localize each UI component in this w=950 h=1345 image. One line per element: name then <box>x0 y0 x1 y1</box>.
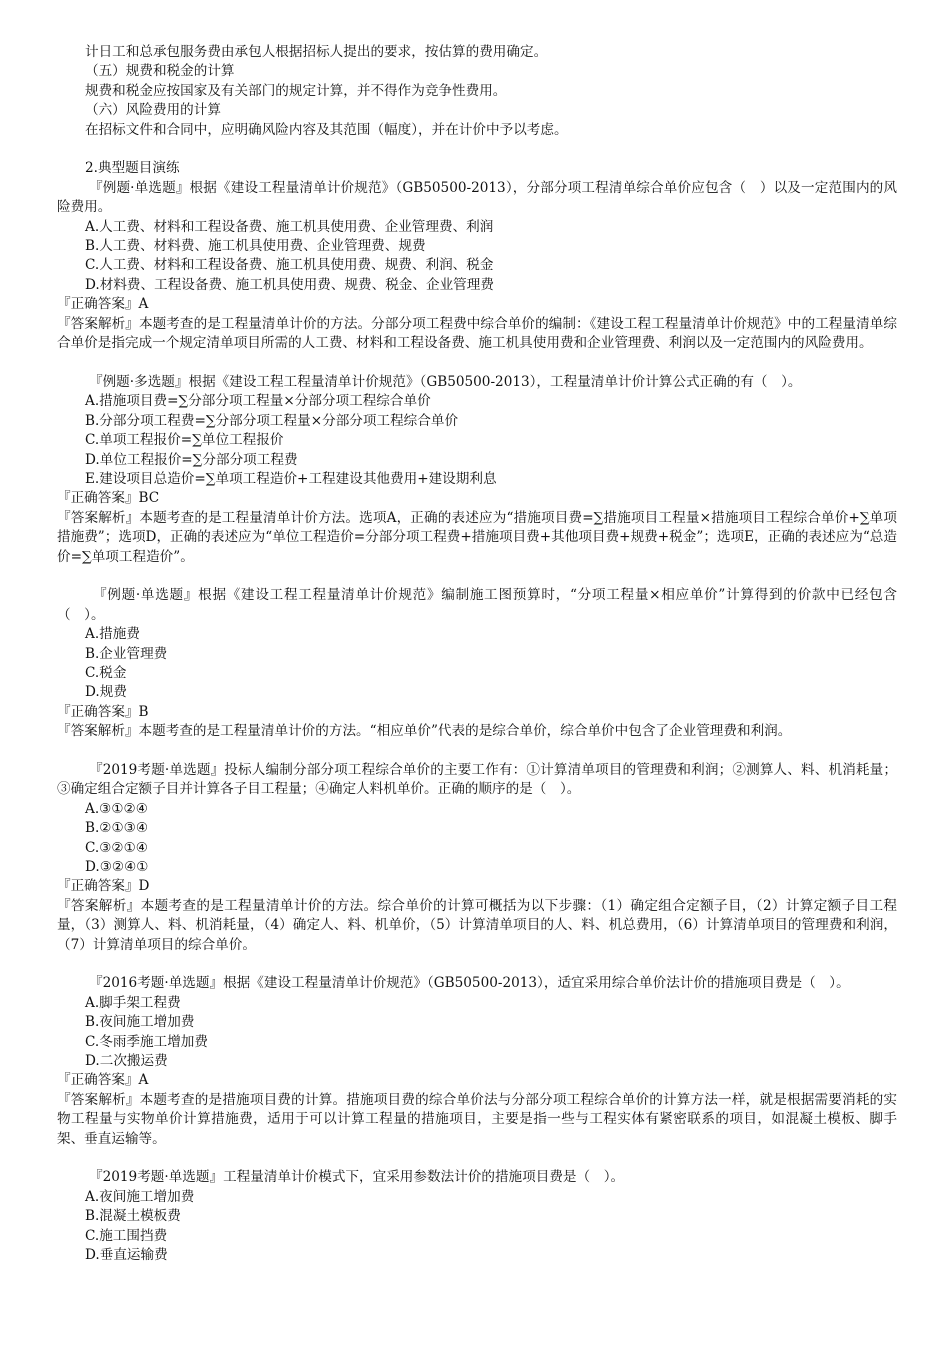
option: D.垂直运输费 <box>85 1247 168 1264</box>
option: B.人工费、材料费、施工机具使用费、企业管理费、规费 <box>85 238 426 255</box>
option: B.②①③④ <box>85 820 149 837</box>
option: B.企业管理费 <box>85 645 168 662</box>
option: A.③①②④ <box>85 800 148 817</box>
question-stem: 『2019考题·单选题』工程量清单计价模式下，宜采用参数法计价的措施项目费是（ ）。 <box>89 1169 625 1186</box>
answer-analysis: 『答案解析』本题考查的是工程量清单计价的方法。分部分项工程费中综合单价的编制：《建设工程工程量清单计价规范》中的工程量清单综合单价是指完成一个规定清单项目所需的人工费、材料和工程设备费、施工机具使用费和企业管理费、利润以及一定范围内的风险费用。 <box>57 315 897 352</box>
option: C.人工费、材料和工程设备费、施工机具使用费、规费、利润、税金 <box>85 257 494 274</box>
answer-analysis: 『答案解析』本题考查的是措施项目费的计算。措施项目费的综合单价法与分部分项工程综合单价的计算方法一样，就是根据需要消耗的实物工程量与实物单价计算措施费，适用于可以计算工程量的措施项目，主要是指一些与工程实体有紧密联系的项目，如混凝土模板、脚手架、垂直运输等。 <box>57 1091 897 1147</box>
question-stem: 『2019考题·单选题』投标人编制分部分项工程综合单价的主要工作有：①计算清单项目的管理费和利润；②测算人、料、机消耗量；③确定组合定额子目并计算各子目工程量；④确定人料机单价。正确的顺序的是（ ）。 <box>57 761 897 798</box>
option: D.③②④① <box>85 859 149 875</box>
intro-line: 在招标文件和合同中，应明确风险内容及其范围（幅度），并在计价中予以考虑。 <box>85 121 568 138</box>
intro-subheading: （六）风险费用的计算 <box>85 102 221 119</box>
option: A.夜间施工增加费 <box>85 1188 195 1205</box>
correct-answer: 『正确答案』A <box>57 1072 149 1089</box>
intro-line: 规费和税金应按国家及有关部门的规定计算，并不得作为竞争性费用。 <box>85 82 507 99</box>
option: A.人工费、材料和工程设备费、施工机具使用费、企业管理费、利润 <box>85 218 494 235</box>
option: C.单项工程报价=∑单位工程报价 <box>85 432 284 449</box>
question-stem: 『例题·单选题』根据《建设工程量清单计价规范》（GB50500-2013），分部分项工程清单综合单价应包含（ ）以及一定范围内的风险费用。 <box>57 179 897 216</box>
section-title: 2.典型题目演练 <box>85 160 180 177</box>
option: D.规费 <box>85 684 127 701</box>
correct-answer: 『正确答案』BC <box>57 490 160 507</box>
question-stem: 『例题·多选题』根据《建设工程工程量清单计价规范》（GB50500-2013），工程量清单计价计算公式正确的有（ ）。 <box>89 373 802 390</box>
correct-answer: 『正确答案』D <box>57 878 150 895</box>
option: C.税金 <box>85 664 127 681</box>
question-stem: 『2016考题·单选题』根据《建设工程量清单计价规范》（GB50500-2013），适宜采用综合单价法计价的措施项目费是（ ）。 <box>89 975 850 992</box>
option: B.夜间施工增加费 <box>85 1014 195 1031</box>
correct-answer: 『正确答案』B <box>57 703 149 720</box>
answer-analysis: 『答案解析』本题考查的是工程量清单计价方法。选项A，正确的表述应为“措施项目费=∑措施项目工程量×措施项目工程综合单价+∑单项措施费”；选项D，正确的表述应为“单位工程造价=分部分项工程费+措施项目费+其他项目费+规费+税金”；选项E，正确的表述应为“总造价=∑单项工程造价”。 <box>57 509 897 565</box>
option: C.施工围挡费 <box>85 1227 168 1244</box>
option: D.二次搬运费 <box>85 1053 168 1070</box>
document-body <box>57 43 897 1266</box>
option: B.混凝土模板费 <box>85 1208 181 1225</box>
option: C.冬雨季施工增加费 <box>85 1033 208 1050</box>
intro-subheading: （五）规费和税金的计算 <box>85 63 235 80</box>
answer-analysis: 『答案解析』本题考查的是工程量清单计价的方法。综合单价的计算可概括为以下步骤：（1）确定组合定额子目，（2）计算定额子目工程量，（3）测算人、料、机消耗量，（4）确定人、料、机单价，（5）计算清单项目的人、料、机总费用，（6）计算清单项目的管理费和利润，（7）计算清单项目的综合单价。 <box>57 897 897 953</box>
option: E.建设项目总造价=∑单项工程造价+工程建设其他费用+建设期利息 <box>85 470 497 487</box>
option: D.单位工程报价=∑分部分项工程费 <box>85 451 298 468</box>
option: D.材料费、工程设备费、施工机具使用费、规费、税金、企业管理费 <box>85 276 494 293</box>
option: A.措施项目费=∑分部分项工程量×分部分项工程综合单价 <box>85 393 431 410</box>
option: B.分部分项工程费=∑分部分项工程量×分部分项工程综合单价 <box>85 412 459 429</box>
correct-answer: 『正确答案』A <box>57 296 149 313</box>
answer-analysis: 『答案解析』本题考查的是工程量清单计价的方法。“相应单价”代表的是综合单价，综合单价中包含了企业管理费和利润。 <box>57 723 792 740</box>
intro-line: 计日工和总承包服务费由承包人根据招标人提出的要求，按估算的费用确定。 <box>85 44 548 60</box>
option: A.措施费 <box>85 626 140 643</box>
option: A.脚手架工程费 <box>85 994 181 1011</box>
question-stem: 『例题·单选题』根据《建设工程工程量清单计价规范》编制施工图预算时，“分项工程量×相应单价”计算得到的价款中已经包含（ ）。 <box>57 587 897 623</box>
option: C.③②①④ <box>85 839 148 856</box>
